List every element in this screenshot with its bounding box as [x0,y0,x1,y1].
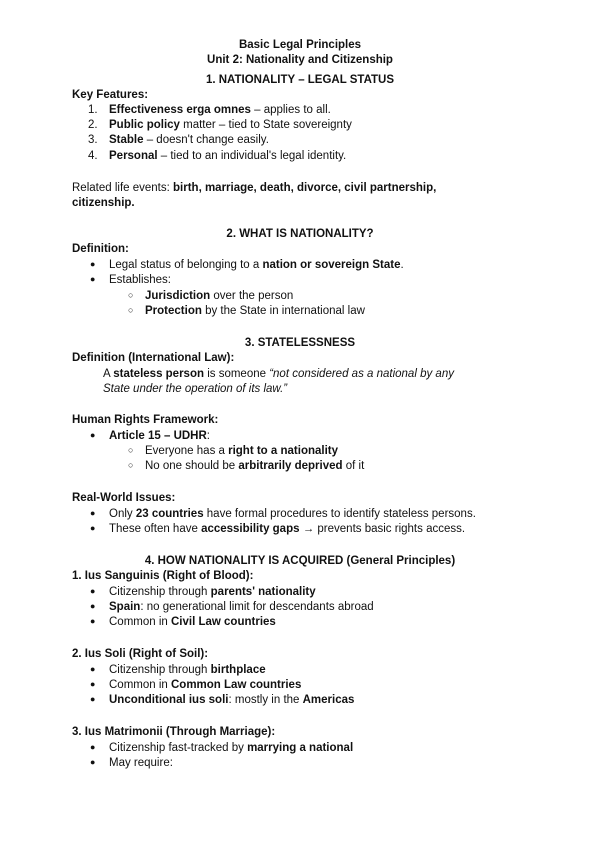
bullet-icon: ● [90,586,96,596]
bullet-icon: ● [90,523,96,533]
stateless-definition-line-2: State under the operation of its law.” [103,383,288,395]
bullet-icon: ● [90,601,96,611]
bullet-icon: ● [90,274,96,284]
ius-sanguinis-heading: 1. Ius Sanguinis (Right of Blood): [72,570,254,582]
definition-label: Definition: [72,243,129,255]
bullet-icon: ● [90,664,96,674]
circle-bullet-icon: ○ [128,305,134,315]
circle-bullet-icon: ○ [128,445,134,455]
circle-bullet-icon: ○ [128,290,134,300]
section-1-heading: 1. NATIONALITY – LEGAL STATUS [205,74,395,86]
bullet-icon: ● [90,259,96,269]
section-2-heading: 2. WHAT IS NATIONALITY? [226,228,374,240]
bullet-icon: ● [90,616,96,626]
bullet-icon: ● [90,742,96,752]
related-events-line-2: citizenship. [72,197,135,209]
section-3-heading: 3. STATELESSNESS [244,337,356,349]
document-page: Basic Legal Principles Unit 2: Nationality and Citizenship 1. NATIONALITY – LEGAL STATUS Key Features: 1. Effectiveness erga omnes – applies to all. 2. Public policy matter – tied to State sovereignty 3. Stable – doesn't change easily. 4. Personal – tied to an individual's legal identity. Related life events: birth, marriage, death, divorce, civil partnership, citizenship. 2. WHAT IS NATIONALITY? Definition: ● Legal status of belonging to a nation or sovereign State. ● Establishes: ○ Jurisdiction over the person ○ Protection by the State in international law 3. STATELESSNESS Definition (International Law): A stateless person is someone “not considered as a national by any State under the operation of its law.” Human Rights Framework: ● Article 15 – UDHR: ○ Everyone has a right to a nationality ○ No one should be arbitrarily deprived of it Real-World Issues: ● Only 23 countries have formal procedures to identify stateless persons. ● These often have accessibility gaps → prevents basic rights access. 4. HOW NATIONALITY IS ACQUIRED (General Principles) 1. Ius Sanguinis (Right of Blood): ● Citizenship through parents' nationality ● Spain: no generational limit for descendants abroad ● Common in Civil Law countries 2. Ius Soli (Right of Soil): ● Citizenship through birthplace ● Common in Common Law countries ● Unconditional ius soli: mostly in the Americas 3. Ius Matrimonii (Through Marriage): ● Citizenship fast-tracked by marrying a national ● May require: [0,0,600,848]
section-4-heading: 4. HOW NATIONALITY IS ACQUIRED (General Principles) [144,555,456,567]
bullet-icon: ● [90,679,96,689]
bullet-icon: ● [90,430,96,440]
bullet-icon: ● [90,508,96,518]
intl-definition-label: Definition (International Law): [72,352,235,364]
bullet-icon: ● [90,757,96,767]
related-events-line-1: Related life events: birth, marriage, death, divorce, civil partnership, [72,182,437,194]
ius-soli-heading: 2. Ius Soli (Right of Soil): [72,648,209,660]
doc-unit: Unit 2: Nationality and Citizenship [207,54,393,66]
bullet-icon: ● [90,694,96,704]
real-world-heading: Real-World Issues: [72,492,176,504]
human-rights-heading: Human Rights Framework: [72,414,219,426]
key-features-label: Key Features: [72,89,149,101]
circle-bullet-icon: ○ [128,460,134,470]
ius-matrimonii-heading: 3. Ius Matrimonii (Through Marriage): [72,726,276,738]
stateless-definition-line-1: A stateless person is someone “not considered as a national by any [103,368,454,380]
doc-title: Basic Legal Principles [238,39,362,51]
